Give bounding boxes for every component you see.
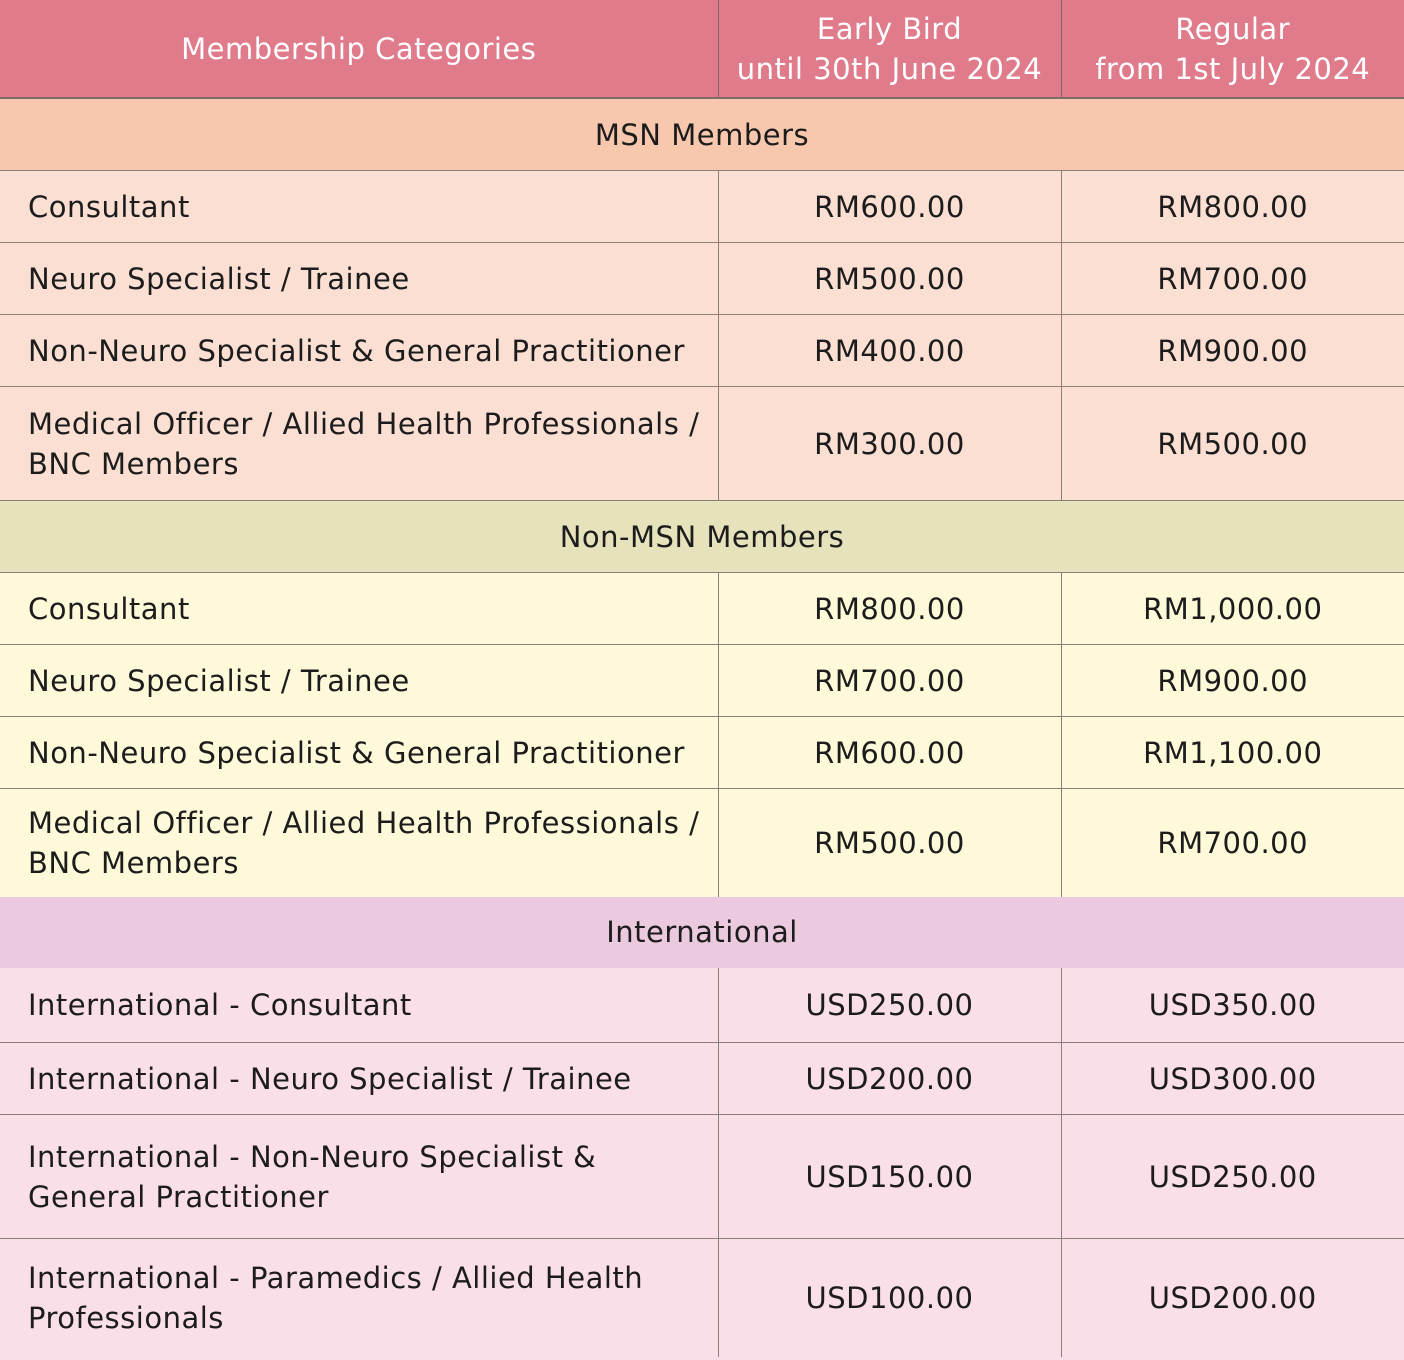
header-regular-title: Regular — [1175, 11, 1291, 46]
table-row — [0, 645, 1404, 717]
section-title: International — [0, 897, 1404, 968]
regular-price: RM700.00 — [1061, 789, 1404, 897]
category-cell: Non-Neuro Specialist & General Practitioner — [0, 315, 718, 387]
header-early-bird — [718, 0, 1061, 98]
early-bird-price: RM600.00 — [718, 717, 1061, 789]
header-membership-categories: Membership Categories — [0, 0, 718, 98]
section-header-msn-members — [0, 98, 1404, 171]
section-title: MSN Members — [0, 98, 1404, 171]
table-row — [0, 387, 1404, 501]
category-cell: Medical Officer / Allied Health Professionals / BNC Members — [0, 789, 718, 897]
early-bird-price: RM300.00 — [718, 387, 1061, 501]
section-header-international — [0, 897, 1404, 968]
table-row — [0, 315, 1404, 387]
early-bird-price: RM700.00 — [718, 645, 1061, 717]
category-cell: Non-Neuro Specialist & General Practitioner — [0, 717, 718, 789]
category-cell: International - Consultant — [0, 968, 718, 1043]
category-cell: Consultant — [0, 171, 718, 243]
category-cell: International - Non-Neuro Specialist & General Practitioner — [0, 1115, 718, 1239]
early-bird-price: RM500.00 — [718, 789, 1061, 897]
category-cell: International - Neuro Specialist / Trainee — [0, 1043, 718, 1115]
early-bird-price: RM600.00 — [718, 171, 1061, 243]
table-row — [0, 171, 1404, 243]
early-bird-price: USD100.00 — [718, 1239, 1061, 1357]
regular-price: RM900.00 — [1061, 645, 1404, 717]
early-bird-price: RM400.00 — [718, 315, 1061, 387]
section-header-non-msn-members — [0, 501, 1404, 573]
regular-price: USD300.00 — [1061, 1043, 1404, 1115]
header-early-bird-title: Early Bird — [816, 11, 963, 46]
early-bird-price: USD250.00 — [718, 968, 1061, 1043]
regular-price: RM500.00 — [1061, 387, 1404, 501]
regular-price: USD200.00 — [1061, 1239, 1404, 1357]
category-cell: International - Paramedics / Allied Health Professionals — [0, 1239, 718, 1357]
category-cell: Neuro Specialist / Trainee — [0, 243, 718, 315]
category-cell: Consultant — [0, 573, 718, 645]
regular-price: RM900.00 — [1061, 315, 1404, 387]
table-row — [0, 573, 1404, 645]
early-bird-price: USD150.00 — [718, 1115, 1061, 1239]
table-row — [0, 243, 1404, 315]
table-header-row — [0, 0, 1404, 98]
regular-price: RM1,100.00 — [1061, 717, 1404, 789]
category-cell: Medical Officer / Allied Health Professionals / BNC Members — [0, 387, 718, 501]
regular-price: RM800.00 — [1061, 171, 1404, 243]
table-row — [0, 717, 1404, 789]
table-row — [0, 1043, 1404, 1115]
header-regular-date: from 1st July 2024 — [1095, 51, 1371, 86]
early-bird-price: RM500.00 — [718, 243, 1061, 315]
regular-price: USD250.00 — [1061, 1115, 1404, 1239]
section-title: Non-MSN Members — [0, 501, 1404, 573]
regular-price: RM1,000.00 — [1061, 573, 1404, 645]
early-bird-price: USD200.00 — [718, 1043, 1061, 1115]
table-row — [0, 1239, 1404, 1357]
table-row — [0, 968, 1404, 1043]
category-cell: Neuro Specialist / Trainee — [0, 645, 718, 717]
header-early-bird-date: until 30th June 2024 — [736, 51, 1043, 86]
table-row — [0, 1115, 1404, 1239]
table-row — [0, 789, 1404, 897]
regular-price: RM700.00 — [1061, 243, 1404, 315]
regular-price: USD350.00 — [1061, 968, 1404, 1043]
header-regular — [1061, 0, 1404, 98]
early-bird-price: RM800.00 — [718, 573, 1061, 645]
